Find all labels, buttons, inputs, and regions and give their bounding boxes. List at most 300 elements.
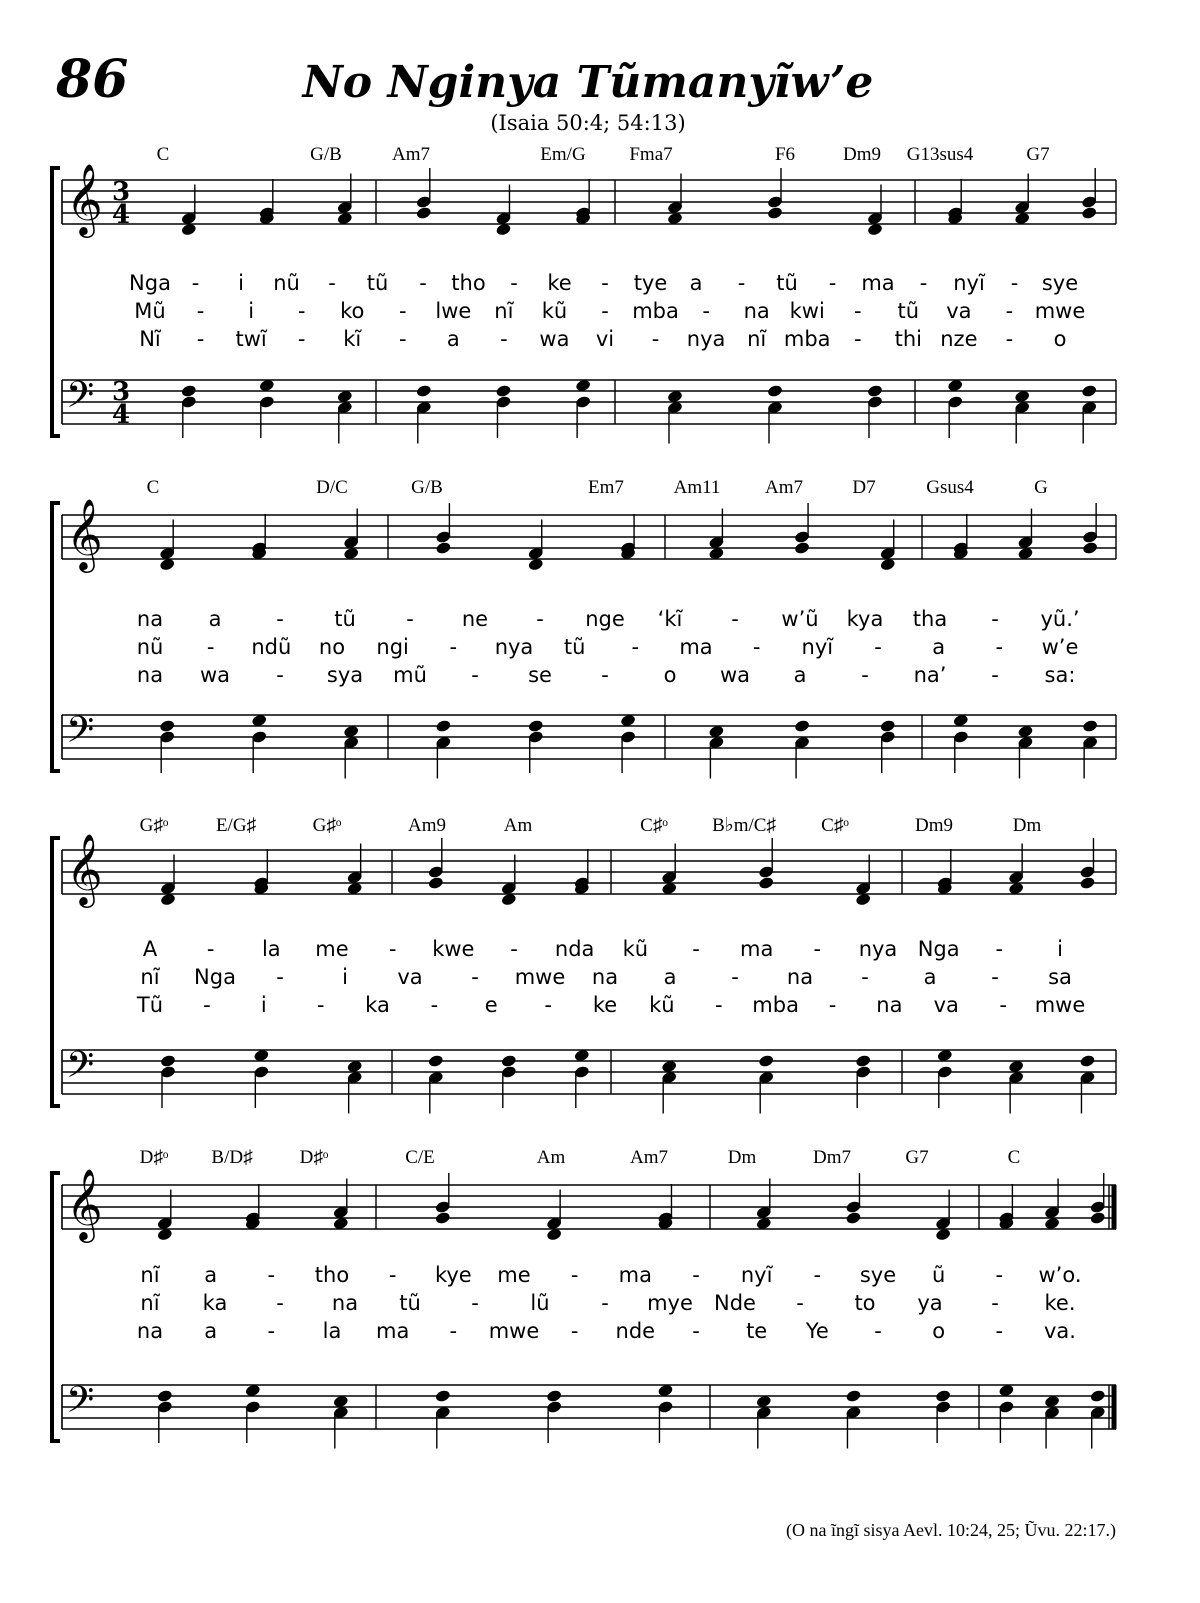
- lyric-hyphen: -: [510, 271, 518, 295]
- notehead: [495, 384, 512, 398]
- lyric-hyphen: -: [449, 1319, 458, 1343]
- lyric-hyphen: -: [995, 1319, 1004, 1343]
- lyric-hyphen: -: [419, 271, 427, 295]
- time-signature-top: 3: [112, 177, 131, 207]
- lyric-hyphen: -: [570, 1263, 579, 1287]
- lyric-hyphen: -: [328, 271, 336, 295]
- notehead: [546, 1389, 563, 1403]
- chord-symbol: C: [146, 477, 160, 498]
- lyric-syllable: na: [743, 299, 770, 323]
- lyric-syllable: kũ: [622, 937, 649, 961]
- lyric-hyphen: -: [191, 271, 200, 295]
- chord-symbol: Em7: [588, 477, 624, 498]
- lyric-syllable: a: [932, 635, 946, 659]
- chord-symbol: G7: [905, 1147, 929, 1168]
- lyric-verse-2: [137, 635, 1079, 659]
- lyric-verse-3: [136, 993, 1085, 1017]
- lyric-syllable: te: [746, 1319, 768, 1343]
- chord-symbol: D♯ᵒ: [139, 1147, 169, 1168]
- lyric-hyphen: -: [203, 993, 211, 1017]
- chord-symbol: Am7: [630, 1147, 668, 1168]
- lyric-syllable: sa:: [1044, 663, 1076, 687]
- lyric-syllable: mwe: [514, 965, 566, 989]
- lyric-syllable: na: [136, 663, 164, 687]
- lyric-hyphen: -: [196, 299, 205, 323]
- music-systems: [52, 144, 1116, 1449]
- lyric-verse-1: [143, 937, 1063, 961]
- lyric-syllable: o: [932, 1319, 946, 1343]
- lyric-hyphen: -: [316, 993, 325, 1017]
- lyric-hyphen: -: [601, 271, 609, 295]
- bass-clef: 𝄢: [66, 709, 95, 760]
- lyric-syllable: nũ: [136, 635, 164, 659]
- notehead: [416, 384, 433, 398]
- lyric-syllable: nda: [554, 937, 595, 961]
- lyric-hyphen: -: [196, 327, 205, 351]
- chord-symbol: G/B: [411, 477, 443, 498]
- chord-symbol: G♯ᵒ: [312, 815, 342, 836]
- lyric-syllable: w’o.: [1038, 1263, 1082, 1287]
- lyric-hyphen: -: [206, 937, 215, 961]
- chord-symbol: B/D♯: [211, 1147, 253, 1168]
- lyric-syllable: nĩ: [140, 1263, 160, 1287]
- bass-clef: 𝄢: [66, 374, 95, 425]
- lyric-syllable: yũ.’: [1040, 607, 1080, 631]
- lyric-syllable: tye: [633, 271, 668, 295]
- lyric-hyphen: -: [731, 965, 739, 989]
- lyric-syllable: ne: [461, 607, 489, 631]
- lyric-syllable: ya: [917, 1291, 943, 1315]
- lyric-hyphen: -: [1010, 271, 1019, 295]
- lyric-hyphen: -: [267, 1319, 276, 1343]
- lyric-hyphen: -: [813, 937, 822, 961]
- lyric-syllable: ko: [340, 299, 365, 323]
- lyric-syllable: nyĩ: [953, 271, 985, 295]
- lyric-hyphen: -: [570, 1319, 579, 1343]
- lyric-hyphen: -: [853, 327, 862, 351]
- lyric-syllable: vi: [595, 327, 615, 351]
- lyric-syllable: nũ: [273, 271, 300, 295]
- lyric-hyphen: -: [861, 663, 869, 687]
- lyric-hyphen: -: [702, 299, 710, 323]
- lyric-syllable: kye: [434, 1263, 472, 1287]
- lyric-syllable: i: [1057, 937, 1063, 961]
- lyric-syllable: mba: [752, 993, 799, 1017]
- notehead: [845, 1211, 862, 1225]
- lyric-syllable: tũ: [776, 271, 798, 295]
- lyric-hyphen: -: [737, 271, 746, 295]
- lyric-hyphen: -: [510, 937, 518, 961]
- lyric-hyphen: -: [631, 635, 640, 659]
- lyric-syllable: tho: [314, 1263, 350, 1287]
- lyric-syllable: na: [136, 607, 164, 631]
- notehead: [416, 206, 433, 220]
- lyric-syllable: Nga: [917, 937, 960, 961]
- chord-symbol: G♯ᵒ: [139, 815, 169, 836]
- lyric-syllable: va.: [1044, 1319, 1076, 1343]
- chord-symbol: C/E: [405, 1147, 435, 1168]
- lyric-syllable: kũ: [541, 299, 568, 323]
- chord-symbol: Dm7: [813, 1147, 851, 1168]
- song-number: 86: [56, 49, 129, 110]
- notehead: [1081, 206, 1098, 220]
- lyric-syllable: Ye: [805, 1319, 829, 1343]
- lyric-verse-2: [140, 1291, 1075, 1315]
- lyric-syllable: sye: [859, 1263, 897, 1287]
- lyric-syllable: wa: [199, 663, 231, 687]
- lyric-syllable: sya: [326, 663, 364, 687]
- lyric-hyphen: -: [999, 993, 1007, 1017]
- lyric-syllable: nĩ: [747, 327, 767, 351]
- lyric-syllable: nge: [585, 607, 625, 631]
- time-signature-top: 3: [112, 377, 131, 407]
- notehead: [767, 206, 784, 220]
- lyric-syllable: me: [315, 937, 349, 961]
- lyric-hyphen: -: [752, 635, 761, 659]
- time-signature-bottom: 4: [112, 400, 131, 430]
- lyric-hyphen: -: [297, 299, 306, 323]
- lyric-syllable: na’: [913, 663, 947, 687]
- notehead: [767, 384, 784, 398]
- lyric-verse-3: [137, 663, 1076, 687]
- lyric-syllable: i: [238, 271, 244, 295]
- song-title: No Nginya Tũmanyĩw’e: [302, 57, 874, 108]
- notehead: [758, 876, 775, 890]
- lyric-hyphen: -: [398, 299, 407, 323]
- lyric-verse-2: [140, 965, 1071, 989]
- lyric-syllable: mwe: [488, 1319, 540, 1343]
- chord-symbol: B♭m/C♯: [712, 815, 776, 836]
- lyric-hyphen: -: [388, 937, 397, 961]
- lyric-hyphen: -: [874, 1319, 882, 1343]
- lyric-verse-1: [137, 607, 1080, 631]
- scripture-reference: (Isaia 50:4; 54:13): [490, 111, 686, 135]
- lyric-syllable: na: [136, 1319, 164, 1343]
- lyric-syllable: mwe: [1034, 993, 1086, 1017]
- lyric-syllable: tũ: [366, 271, 389, 295]
- lyric-syllable: na: [786, 965, 814, 989]
- lyric-hyphen: -: [991, 663, 999, 687]
- music-system: [52, 144, 1085, 436]
- lyric-hyphen: -: [276, 965, 284, 989]
- lyric-syllable: Mũ: [134, 299, 166, 323]
- lyric-hyphen: -: [471, 663, 479, 687]
- lyric-hyphen: -: [692, 1319, 700, 1343]
- notehead: [1089, 1211, 1106, 1225]
- time-signature-bottom: 4: [112, 200, 131, 230]
- lyric-syllable: ndũ: [251, 635, 292, 659]
- lyric-hyphen: -: [714, 993, 723, 1017]
- notehead: [1079, 1054, 1096, 1068]
- notehead: [794, 719, 811, 733]
- lyric-hyphen: -: [853, 299, 862, 323]
- lyric-syllable: nĩ: [140, 965, 160, 989]
- lyric-syllable: la: [261, 937, 281, 961]
- lyric-hyphen: -: [1005, 327, 1014, 351]
- lyric-hyphen: -: [828, 271, 837, 295]
- notehead: [435, 541, 452, 555]
- lyric-hyphen: -: [796, 1291, 804, 1315]
- lyric-hyphen: -: [276, 663, 284, 687]
- lyric-hyphen: -: [991, 607, 999, 631]
- chord-symbol: Am7: [392, 144, 430, 165]
- lyric-hyphen: -: [388, 1263, 397, 1287]
- lyric-hyphen: -: [276, 607, 284, 631]
- system-bracket: [52, 838, 60, 1106]
- lyric-hyphen: -: [995, 635, 1004, 659]
- notehead: [435, 719, 452, 733]
- lyric-syllable: no: [318, 635, 346, 659]
- chord-symbol: Am: [536, 1147, 566, 1168]
- chord-symbol: E/G♯: [215, 815, 257, 836]
- lyric-hyphen: -: [276, 1291, 284, 1315]
- lyric-hyphen: -: [919, 271, 928, 295]
- lyric-syllable: twĩ: [235, 327, 267, 351]
- lyric-syllable: Nga: [194, 965, 236, 989]
- lyric-hyphen: -: [601, 663, 609, 687]
- treble-clef: 𝄞: [66, 1167, 103, 1240]
- chord-symbol: Fma7: [629, 144, 673, 165]
- chord-symbol: C♯ᵒ: [640, 815, 668, 836]
- system-bracket: [52, 503, 60, 771]
- chord-symbol: F6: [774, 144, 796, 165]
- lyric-hyphen: -: [991, 1291, 999, 1315]
- chord-symbol: Dm9: [915, 815, 953, 836]
- chord-symbol: Dm: [727, 1147, 757, 1168]
- chord-symbol: G13sus4: [906, 144, 974, 165]
- chord-symbol: G7: [1026, 144, 1050, 165]
- footer-reference: (O na ĩngĩ sisya Aevl. 10:24, 25; Ũvu. 22:17.): [786, 1520, 1116, 1540]
- lyric-verse-1: [129, 271, 1078, 295]
- lyric-syllable: ma: [740, 937, 774, 961]
- chord-symbol: G/B: [310, 144, 342, 165]
- notehead: [1082, 719, 1099, 733]
- lyric-syllable: ma: [679, 635, 713, 659]
- lyric-syllable: ka: [202, 1291, 228, 1315]
- lyric-syllable: Tũ: [136, 993, 164, 1017]
- lyric-syllable: se: [528, 663, 552, 687]
- lyric-syllable: w’e: [1041, 635, 1079, 659]
- lyric-syllable: na: [591, 965, 619, 989]
- notehead: [794, 541, 811, 555]
- lyric-syllable: wa: [539, 327, 570, 351]
- lyric-hyphen: -: [297, 327, 306, 351]
- lyric-syllable: a: [204, 1263, 218, 1287]
- notehead: [1079, 876, 1096, 890]
- lyric-hyphen: -: [731, 607, 739, 631]
- treble-clef: 𝄞: [66, 162, 103, 235]
- lyric-syllable: mũ: [393, 663, 427, 687]
- lyric-syllable: tũ: [399, 1291, 421, 1315]
- notehead: [1081, 384, 1098, 398]
- notehead: [428, 1054, 445, 1068]
- lyric-hyphen: -: [692, 1263, 700, 1287]
- notehead: [157, 1389, 174, 1403]
- lyric-syllable: lwe: [435, 299, 472, 323]
- chord-symbol: Am9: [408, 815, 446, 836]
- notehead: [435, 1211, 452, 1225]
- lyric-syllable: e: [484, 993, 498, 1017]
- chord-symbol: Gsus4: [926, 477, 974, 498]
- lyric-syllable: to: [854, 1291, 876, 1315]
- lyric-syllable: o: [663, 663, 677, 687]
- chord-symbol: G: [1034, 477, 1048, 498]
- chord-symbol: Dm9: [843, 144, 881, 165]
- lyric-syllable: na: [876, 993, 903, 1017]
- lyric-syllable: nde: [615, 1319, 656, 1343]
- lyric-syllable: nya: [686, 327, 726, 351]
- treble-clef: 𝄞: [66, 497, 103, 570]
- lyric-syllable: w’ũ: [781, 607, 819, 631]
- chord-symbol: Dm: [1012, 815, 1042, 836]
- treble-clef: 𝄞: [66, 832, 103, 905]
- notehead: [855, 1054, 872, 1068]
- lyric-syllable: Nga: [129, 271, 171, 295]
- lyric-syllable: nya: [858, 937, 898, 961]
- notehead: [935, 1389, 952, 1403]
- lyric-syllable: ma: [861, 271, 895, 295]
- notehead: [1082, 541, 1099, 555]
- lyric-verse-1: [140, 1263, 1081, 1287]
- lyric-syllable: sa: [1048, 965, 1072, 989]
- notehead: [181, 384, 198, 398]
- bass-clef: 𝄢: [66, 1044, 95, 1095]
- chord-symbol: C: [1007, 1147, 1021, 1168]
- notehead: [501, 1054, 518, 1068]
- lyric-hyphen: -: [536, 607, 544, 631]
- notehead: [867, 384, 884, 398]
- lyric-syllable: tũ: [897, 299, 920, 323]
- lyric-syllable: o: [1053, 327, 1067, 351]
- bass-clef: 𝄢: [66, 1379, 95, 1430]
- notehead: [879, 719, 896, 733]
- lyric-hyphen: -: [813, 1263, 822, 1287]
- chord-symbol: Em/G: [540, 144, 586, 165]
- chord-symbol: D/C: [316, 477, 348, 498]
- notehead: [758, 1054, 775, 1068]
- chord-symbol: C♯ᵒ: [821, 815, 849, 836]
- lyric-syllable: Nde: [714, 1291, 756, 1315]
- lyric-syllable: thi: [894, 327, 923, 351]
- lyric-syllable: a: [793, 663, 807, 687]
- lyric-syllable: lũ: [530, 1291, 550, 1315]
- lyric-syllable: ka: [365, 993, 390, 1017]
- notehead: [435, 1389, 452, 1403]
- lyric-syllable: a: [923, 965, 937, 989]
- lyric-syllable: kwe: [432, 937, 475, 961]
- lyric-hyphen: -: [651, 327, 660, 351]
- chord-symbol: D♯ᵒ: [299, 1147, 329, 1168]
- notehead: [160, 1054, 177, 1068]
- lyric-syllable: i: [260, 993, 267, 1017]
- lyric-hyphen: -: [449, 635, 458, 659]
- lyric-syllable: nyĩ: [801, 635, 834, 659]
- lyric-hyphen: -: [991, 965, 999, 989]
- lyric-syllable: nya: [494, 635, 534, 659]
- lyric-hyphen: -: [267, 1263, 276, 1287]
- lyric-syllable: me: [497, 1263, 531, 1287]
- lyric-hyphen: -: [471, 965, 479, 989]
- lyric-syllable: nyĩ: [740, 1263, 773, 1287]
- lyric-hyphen: -: [601, 1291, 609, 1315]
- lyric-hyphen: -: [601, 299, 609, 323]
- lyric-hyphen: -: [406, 607, 414, 631]
- lyric-syllable: tũ: [563, 635, 586, 659]
- lyric-syllable: i: [248, 299, 255, 323]
- lyric-syllable: la: [322, 1319, 342, 1343]
- lyric-hyphen: -: [398, 327, 407, 351]
- lyric-syllable: ke: [592, 993, 618, 1017]
- lyric-hyphen: -: [471, 1291, 479, 1315]
- lyric-hyphen: -: [828, 993, 837, 1017]
- lyric-syllable: nĩ: [494, 299, 514, 323]
- lyric-syllable: ngi: [376, 635, 409, 659]
- music-system: [52, 815, 1085, 1106]
- lyric-syllable: Nĩ: [139, 327, 161, 351]
- chord-symbol: Am7: [765, 477, 803, 498]
- lyric-verse-2: [134, 299, 1085, 323]
- lyric-syllable: ‘kĩ: [657, 607, 683, 631]
- lyric-verse-3: [139, 327, 1066, 351]
- lyric-hyphen: -: [692, 937, 700, 961]
- lyric-hyphen: -: [544, 993, 552, 1017]
- lyric-syllable: kya: [846, 607, 884, 631]
- lyric-syllable: kũ: [649, 993, 675, 1017]
- system-bracket: [52, 168, 60, 436]
- notehead: [428, 876, 445, 890]
- lyric-syllable: ke.: [1044, 1291, 1076, 1315]
- lyric-syllable: kwi: [789, 299, 825, 323]
- lyric-syllable: a: [204, 1319, 218, 1343]
- notehead: [845, 1389, 862, 1403]
- lyric-syllable: tha: [912, 607, 948, 631]
- lyric-syllable: tũ: [334, 607, 356, 631]
- lyric-syllable: mye: [647, 1291, 693, 1315]
- chord-symbol: C: [156, 144, 170, 165]
- lyric-syllable: mba: [632, 299, 679, 323]
- lyric-syllable: ke: [547, 271, 572, 295]
- lyric-syllable: ma: [376, 1319, 410, 1343]
- music-system: [52, 477, 1080, 771]
- chord-symbol: Am: [503, 815, 533, 836]
- lyric-hyphen: -: [1005, 299, 1014, 323]
- lyric-syllable: tho: [451, 271, 486, 295]
- lyric-hyphen: -: [206, 635, 215, 659]
- lyric-hyphen: -: [874, 635, 882, 659]
- chord-symbol: Am11: [673, 477, 721, 498]
- lyric-syllable: sye: [1041, 271, 1079, 295]
- lyric-syllable: mba: [783, 327, 831, 351]
- lyric-syllable: kĩ: [343, 327, 362, 351]
- lyric-hyphen: -: [430, 993, 439, 1017]
- lyric-syllable: a: [446, 327, 460, 351]
- lyric-syllable: i: [342, 965, 348, 989]
- lyric-syllable: a: [208, 607, 222, 631]
- lyric-syllable: ma: [618, 1263, 652, 1287]
- lyric-syllable: A: [142, 937, 158, 961]
- lyric-syllable: ũ: [932, 1263, 946, 1287]
- notehead: [159, 719, 176, 733]
- lyric-syllable: wa: [719, 663, 751, 687]
- lyric-syllable: mwe: [1034, 299, 1086, 323]
- system-bracket: [52, 1173, 60, 1441]
- lyric-hyphen: -: [861, 965, 869, 989]
- lyric-hyphen: -: [500, 327, 508, 351]
- lyric-verse-3: [137, 1319, 1076, 1343]
- lyric-syllable: nĩ: [140, 1291, 160, 1315]
- lyric-syllable: a: [663, 965, 677, 989]
- notehead: [527, 719, 544, 733]
